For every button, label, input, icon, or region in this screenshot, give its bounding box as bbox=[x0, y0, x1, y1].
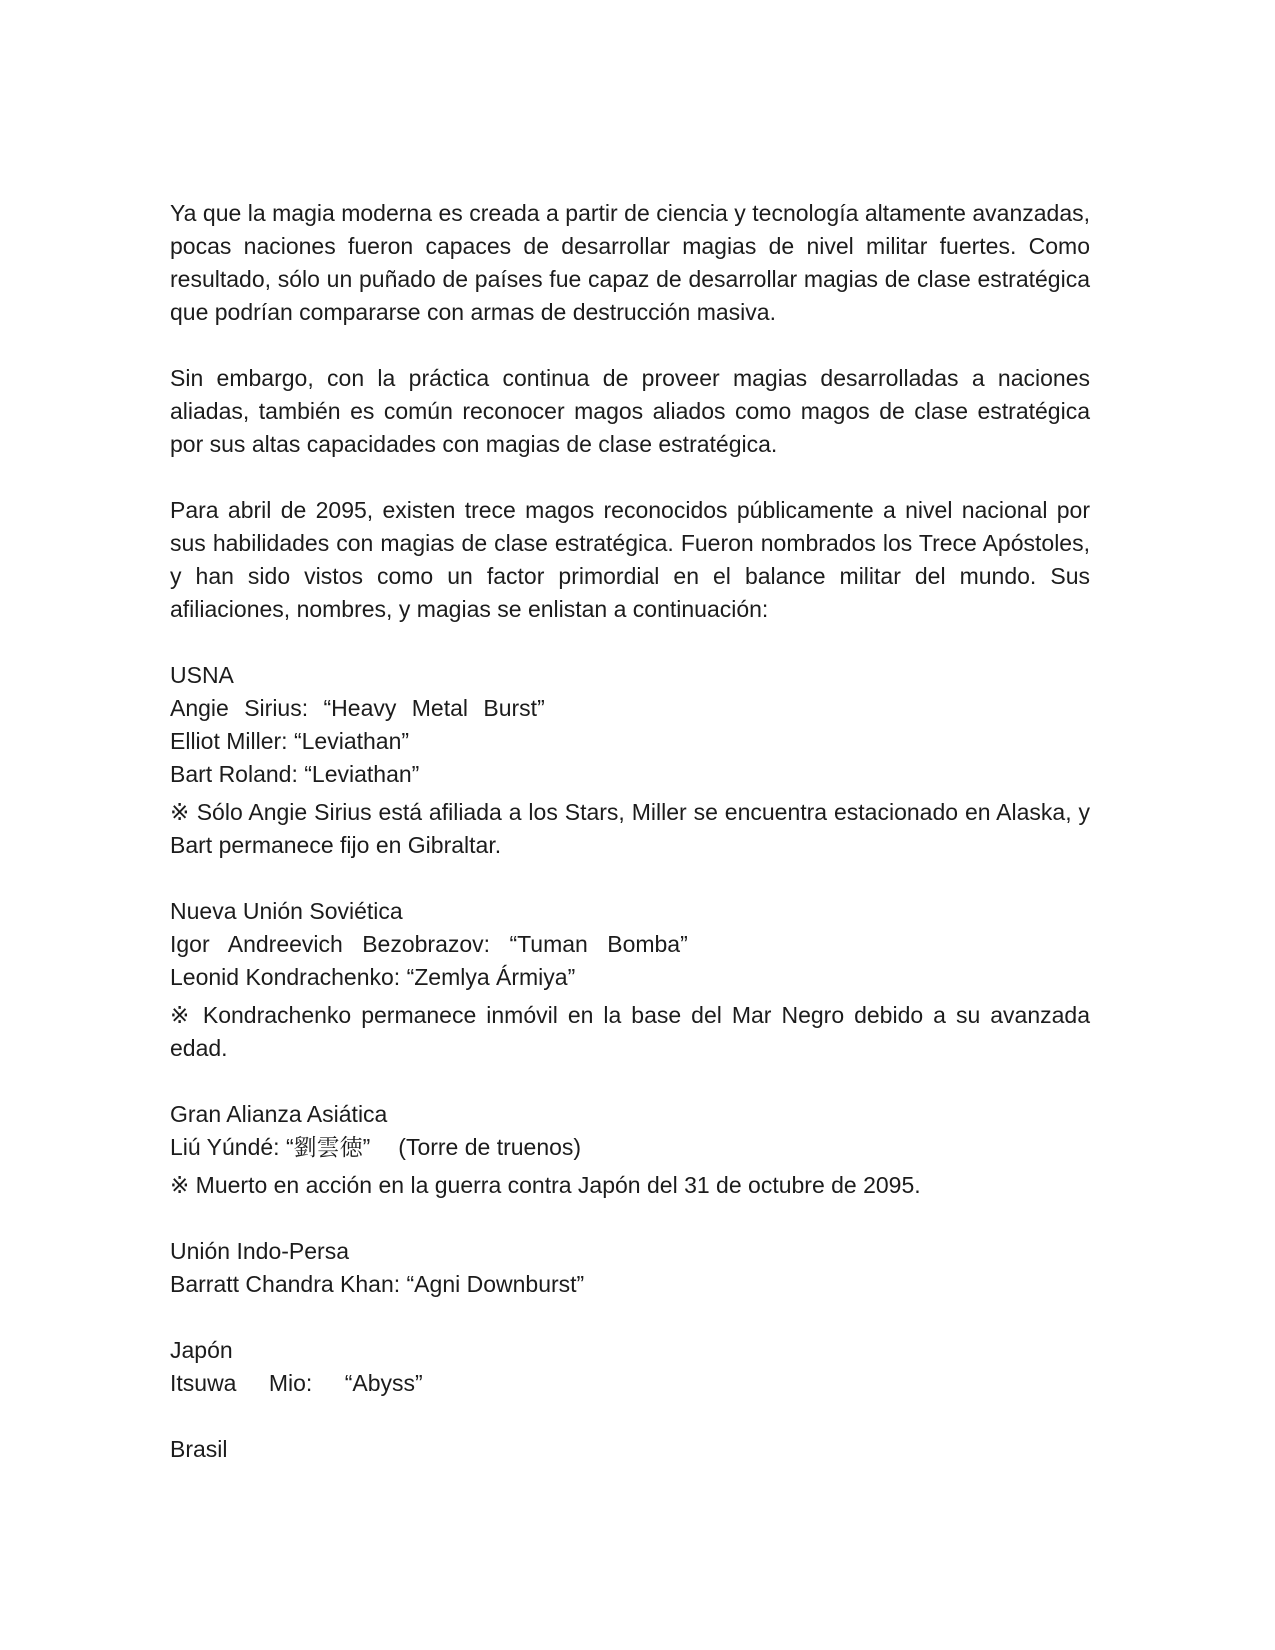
apostle-entry: Igor Andreevich Bezobrazov: “Tuman Bomba” bbox=[170, 931, 688, 957]
section-japon bbox=[170, 1334, 1090, 1400]
section-heading: Gran Alianza Asiática bbox=[170, 1101, 388, 1127]
section-usna bbox=[170, 659, 1090, 862]
section-gran-alianza-asiatica bbox=[170, 1098, 1090, 1202]
section-nueva-union-sovietica bbox=[170, 895, 1090, 1065]
apostle-entry: Elliot Miller: “Leviathan” bbox=[170, 728, 410, 754]
document-content bbox=[170, 197, 1090, 1466]
magic-translation: (Torre de truenos) bbox=[398, 1134, 582, 1160]
intro-paragraph-2: Sin embargo, con la práctica continua de proveer magias desarrolladas a naciones aliadas, también es común reconocer magos aliados como magos de clase estratégica por sus altas capacidades con magias de clase estratégica. bbox=[170, 365, 1090, 457]
section-note: ※ Sólo Angie Sirius está afiliada a los Stars, Miller se encuentra estacionado en Alaska, y Bart permanece fijo en Gibraltar. bbox=[170, 799, 1090, 858]
section-brasil bbox=[170, 1433, 1090, 1466]
apostle-entry: Leonid Kondrachenko: “Zemlya Ármiya” bbox=[170, 964, 576, 990]
intro-paragraph-3: Para abril de 2095, existen trece magos reconocidos públicamente a nivel nacional por sus habilidades con magias de clase estratégica. Fueron nombrados los Trece Apóstoles, y han sido vistos como un factor primordial en el balance militar del mundo. Sus afiliaciones, nombres, y magias se enlistan a continuación: bbox=[170, 497, 1090, 622]
section-heading: USNA bbox=[170, 662, 234, 688]
section-heading: Brasil bbox=[170, 1436, 228, 1462]
intro-paragraph-1: Ya que la magia moderna es creada a partir de ciencia y tecnología altamente avanzadas, pocas naciones fueron capaces de desarrollar magias de nivel militar fuertes. Como resultado, sólo un puñado de países fue capaz de desarrollar magias de clase estratégica que podrían compararse con armas de destrucción masiva. bbox=[170, 200, 1090, 325]
apostle-name: Liú Yúndé: “劉雲徳” bbox=[170, 1134, 371, 1160]
section-union-indo-persa bbox=[170, 1235, 1090, 1301]
section-note: ※ Kondrachenko permanece inmóvil en la base del Mar Negro debido a su avanzada edad. bbox=[170, 1002, 1090, 1061]
section-heading: Unión Indo-Persa bbox=[170, 1238, 349, 1264]
apostle-entry: Barratt Chandra Khan: “Agni Downburst” bbox=[170, 1271, 585, 1297]
section-note: ※ Muerto en acción en la guerra contra Japón del 31 de octubre de 2095. bbox=[170, 1172, 921, 1198]
apostle-entry: Itsuwa Mio: “Abyss” bbox=[170, 1370, 423, 1396]
apostle-entry: Bart Roland: “Leviathan” bbox=[170, 761, 420, 787]
section-heading: Nueva Unión Soviética bbox=[170, 898, 403, 924]
apostle-entry: Angie Sirius: “Heavy Metal Burst” bbox=[170, 695, 545, 721]
apostle-entry bbox=[170, 1131, 1090, 1164]
section-heading: Japón bbox=[170, 1337, 233, 1363]
